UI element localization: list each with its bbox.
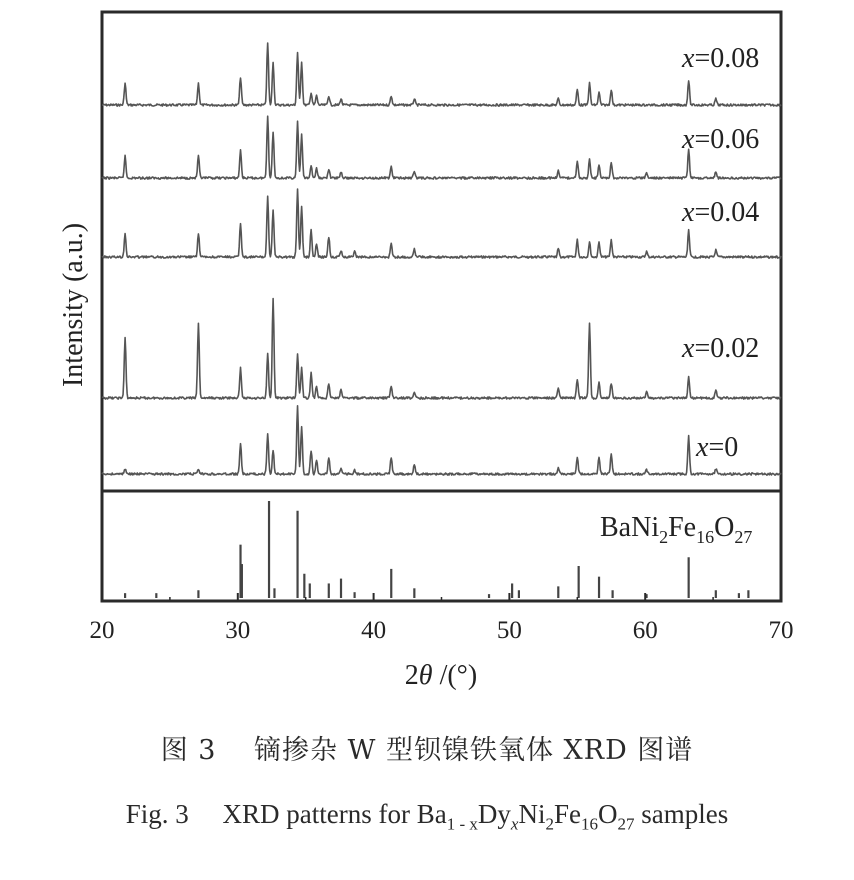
series-label-x004: x=0.04 xyxy=(682,197,760,228)
xrd-trace-x002 xyxy=(102,299,781,400)
patterns-panel-frame xyxy=(102,12,781,491)
caption-english: Fig. 3 XRD patterns for $Ba_{1 - x}Dy_xNi_2Fe_{16}O_{27}$ samples xyxy=(125,799,729,834)
pattern-traces xyxy=(102,43,781,475)
series-label-x0: x=0 xyxy=(696,432,739,463)
series-label-x008: x=0.08 xyxy=(682,43,760,74)
x-tick-label: 60 xyxy=(632,617,658,644)
y-axis-label: Intensity (a.u.) xyxy=(58,222,89,388)
series-label-x002: x=0.02 xyxy=(682,333,760,364)
series-label-x006: x=0.06 xyxy=(682,124,760,155)
xrd-trace-x0 xyxy=(102,406,781,475)
x-tick-label: 30 xyxy=(225,617,251,644)
x-tick-label: 40 xyxy=(361,617,387,644)
x-tick-label: 50 xyxy=(496,617,522,644)
xrd-trace-x006 xyxy=(102,116,781,179)
x-axis-label: 2θ /(°) xyxy=(404,660,478,691)
xrd-trace-x008 xyxy=(102,43,781,106)
x-tick-label: 70 xyxy=(768,617,794,644)
reference-panel-frame xyxy=(102,491,781,601)
x-tick-label: 20 xyxy=(89,617,115,644)
reference-label: $BaNi_2Fe_{16}O_{27}$ xyxy=(600,512,753,547)
xrd-trace-x004 xyxy=(102,189,781,258)
caption-chinese: 图 3 镝掺杂 W 型钡镍铁氧体 XRD 图谱 xyxy=(160,735,694,766)
